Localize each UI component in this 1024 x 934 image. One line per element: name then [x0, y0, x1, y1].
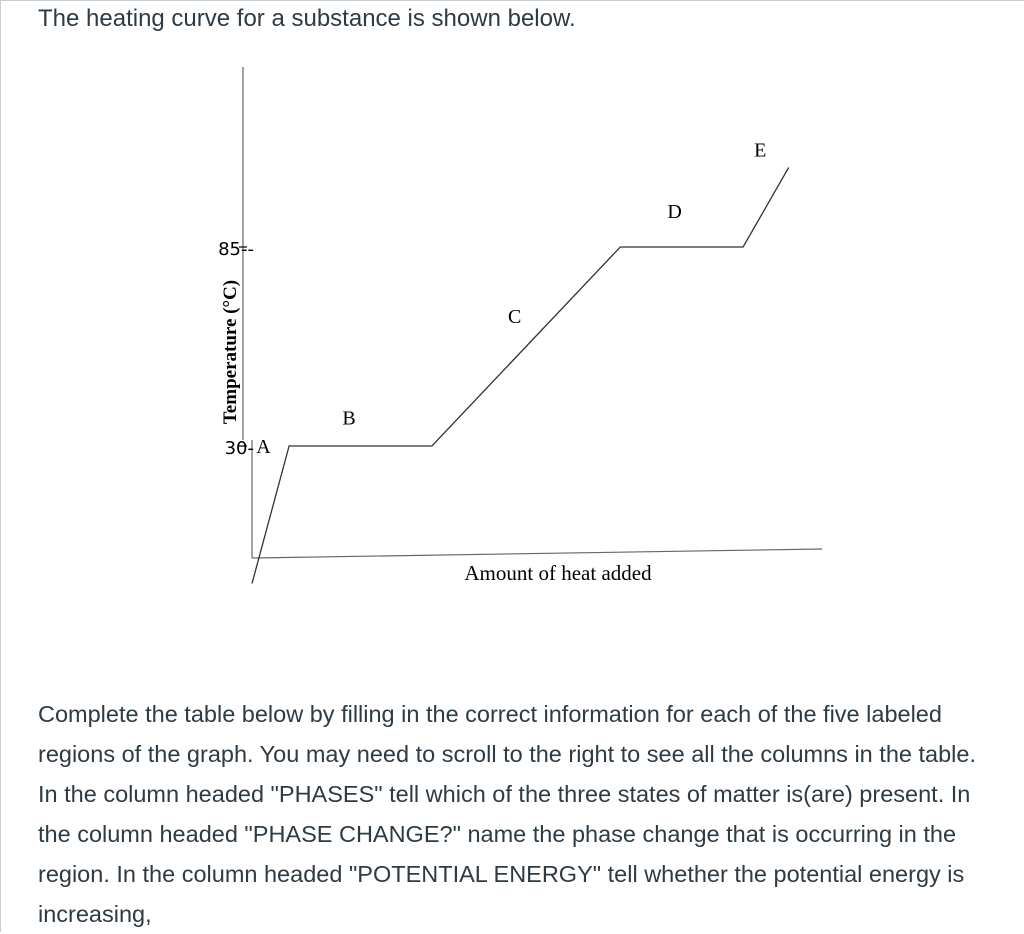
region-label-a: A — [256, 436, 271, 459]
region-label-c: C — [507, 305, 522, 328]
region-label-b: B — [342, 407, 356, 430]
y-tick-label-0: 30- — [224, 438, 254, 459]
heating-curve-line — [252, 167, 789, 583]
question-intro: The heating curve for a substance is shown below. — [38, 5, 576, 32]
x-axis-label: Amount of heat added — [464, 561, 652, 585]
region-label-e: E — [754, 139, 767, 162]
x-axis-line — [252, 549, 822, 558]
y-tick-label-1: 85-- — [218, 239, 254, 260]
region-label-d: D — [667, 201, 682, 224]
region-labels — [256, 140, 766, 459]
y-axis-label: Temperature (°C) — [220, 279, 241, 425]
instructions-text: Complete the table below by filling in the correct information for each of the five labeled regions of the graph. You may need to scroll to the right to see all the columns in the table. In the column headed "PHASES" tell which of the three states of matter is(are) present. In the column headed "PHASE CHANGE?" name the phase change that is occurring in the region. In the column headed "POTENTIAL ENERGY" tell whether the potential energy is increasing, — [38, 701, 976, 927]
